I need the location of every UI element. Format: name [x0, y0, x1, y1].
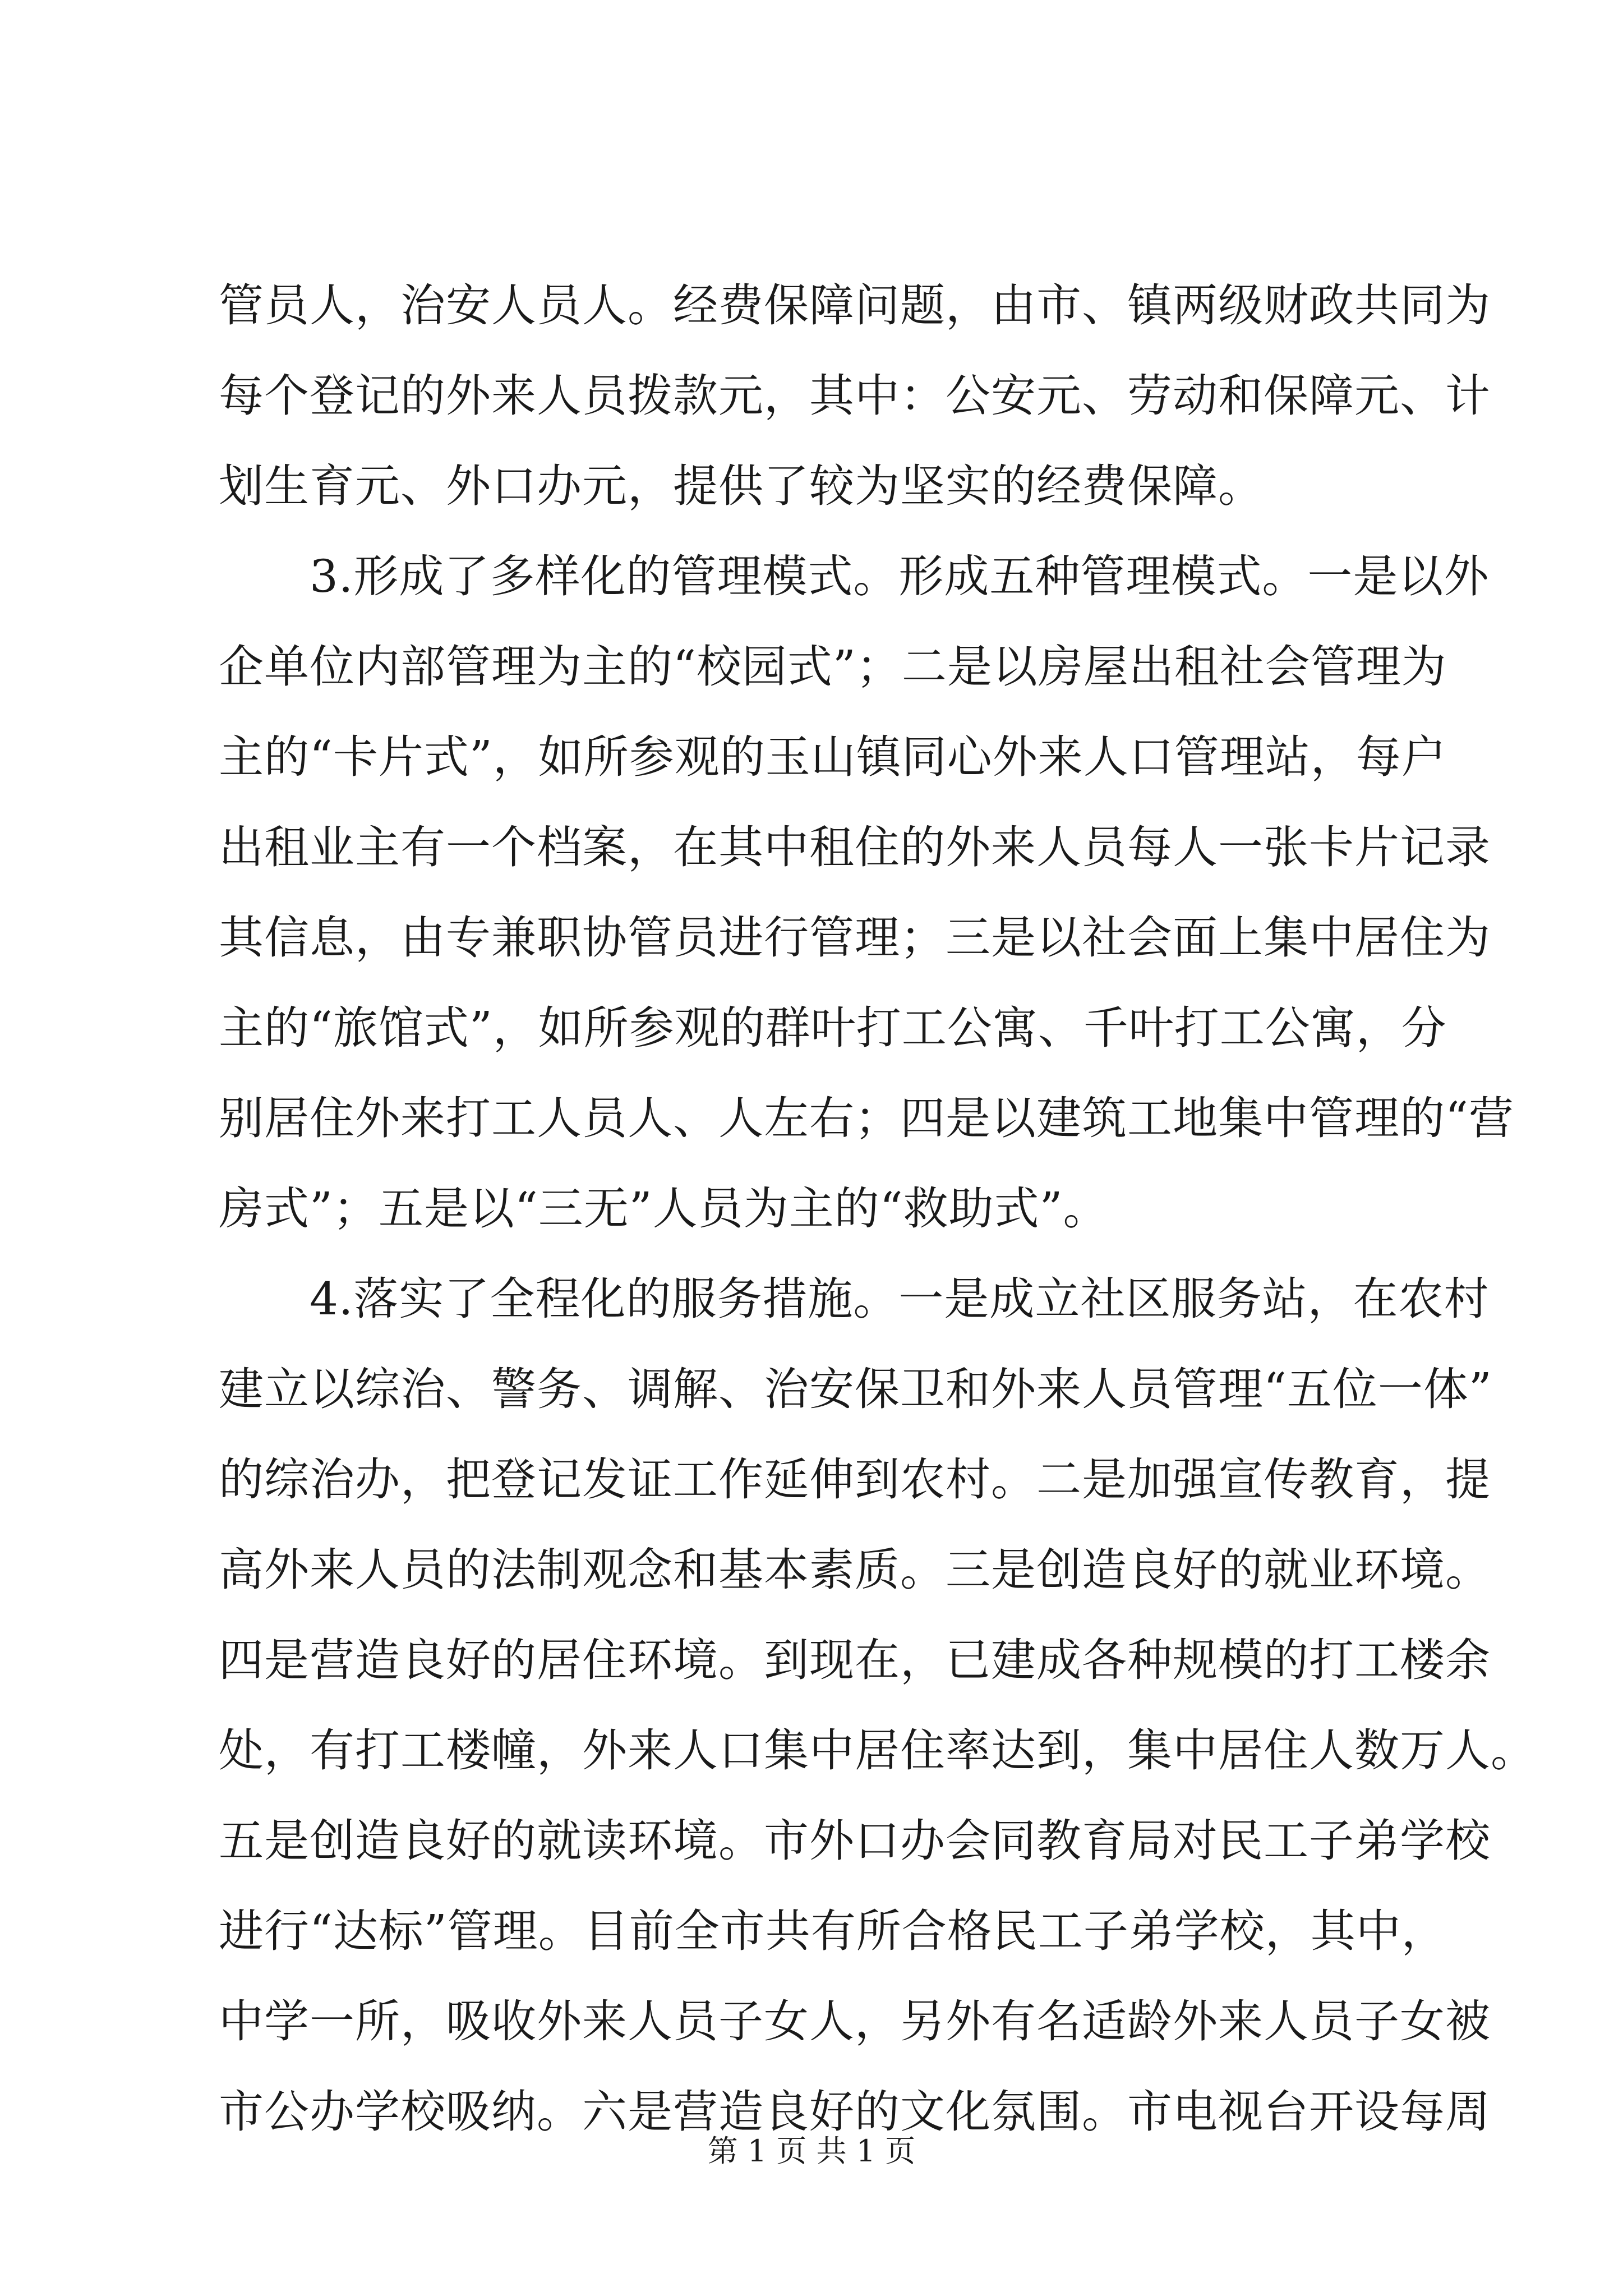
- paragraph-heading-line: 3.形成了多样化的管理模式。形成五种管理模式。一是以外: [310, 550, 1490, 602]
- page-number-footer: 第 1 页 共 1 页: [707, 2133, 916, 2169]
- paragraph-heading-line: 4.落实了全程化的服务措施。一是成立社区服务站，在农村: [310, 1273, 1490, 1325]
- text-line: 其信息，由专兼职协管员进行管理；三是以社会面上集中居住为: [219, 912, 1491, 964]
- text-line: 五是创造良好的就读环境。市外口办会同教育局对民工子弟学校: [219, 1815, 1491, 1867]
- text-line: 中学一所，吸收外来人员子女人，另外有名适龄外来人员子女被: [219, 1995, 1491, 2047]
- text-line: 进行“达标”管理。目前全市共有所合格民工子弟学校，其中，: [219, 1905, 1447, 1957]
- text-line: 市公办学校吸纳。六是营造良好的文化氛围。市电视台开设每周: [219, 2086, 1491, 2138]
- text-line: 建立以综治、警务、调解、治安保卫和外来人员管理“五位一体”: [219, 1363, 1492, 1415]
- text-line: 房式”；五是以“三无”人员为主的“救助式”。: [219, 1182, 1109, 1235]
- text-line: 别居住外来打工人员人、人左右；四是以建筑工地集中管理的“营: [219, 1092, 1514, 1144]
- text-line: 企单位内部管理为主的“校园式”；二是以房屋出租社会管理为: [219, 641, 1447, 693]
- text-line: 管员人，治安人员人。经费保障问题，由市、镇两级财政共同为: [219, 279, 1491, 332]
- text-line: 高外来人员的法制观念和基本素质。三是创造良好的就业环境。: [219, 1544, 1491, 1596]
- text-line: 四是营造良好的居住环境。到现在，已建成各种规模的打工楼余: [219, 1634, 1491, 1686]
- text-line: 出租业主有一个档案，在其中租住的外来人员每人一张卡片记录: [219, 821, 1491, 873]
- text-line: 主的“卡片式”，如所参观的玉山镇同心外来人口管理站，每户: [219, 731, 1447, 783]
- text-line: 主的“旅馆式”，如所参观的群叶打工公寓、千叶打工公寓，分: [219, 1002, 1447, 1054]
- text-line: 划生育元、外口办元，提供了较为坚实的经费保障。: [219, 460, 1264, 512]
- text-line: 处，有打工楼幢，外来人口集中居住率达到，集中居住人数万人。: [219, 1724, 1536, 1777]
- text-line: 的综治办，把登记发证工作延伸到农村。二是加强宣传教育，提: [219, 1453, 1491, 1506]
- text-line: 每个登记的外来人员拨款元，其中：公安元、劳动和保障元、计: [219, 370, 1491, 422]
